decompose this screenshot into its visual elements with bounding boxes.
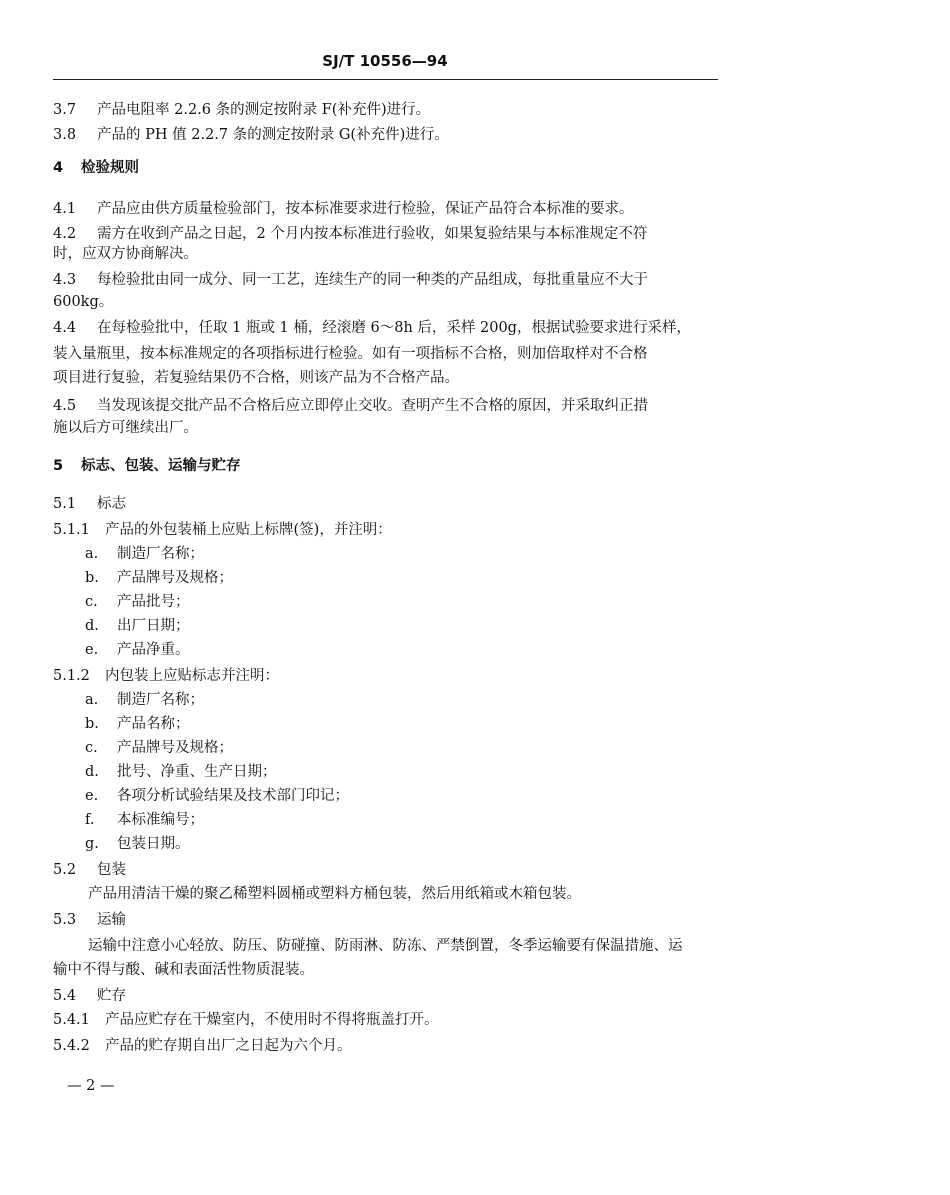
list-item (85, 592, 190, 612)
clause-number: 5.1 (53, 496, 77, 512)
clause-text: 时，应双方协商解决。 (53, 246, 198, 262)
list-item (85, 834, 190, 854)
clause-text: 装入量瓶里，按本标准规定的各项指标进行检验。如有一项指标不合格，则加倍取样对不合格 (53, 346, 648, 362)
text-line (53, 396, 648, 416)
text-line (53, 270, 648, 290)
text-line (53, 368, 459, 388)
clause-text: 产品的外包装桶上应贴上标牌(签)，并注明： (105, 522, 392, 538)
text-line (53, 1036, 352, 1056)
clause-number: e. (85, 642, 99, 658)
clause-text: 产品电阻率 2.2.6 条的测定按附录 F(补充件)进行。 (97, 102, 431, 118)
clause-number: 5.2 (53, 862, 77, 878)
text-line (53, 520, 392, 540)
clause-text: 需方在收到产品之日起，2 个月内按本标准进行验收，如果复验结果与本标准规定不符 (97, 226, 648, 242)
clause-text: 标志 (97, 496, 126, 512)
clause-text: 各项分析试验结果及技术部门印记； (117, 788, 349, 804)
clause-text: 在每检验批中，任取 1 瓶或 1 桶，经滚磨 6～8h 后，采样 200g，根据试验要求进行采样， (97, 320, 691, 336)
clause-text: 600kg。 (53, 294, 114, 310)
clause-text: 批号、净重、生产日期； (117, 764, 277, 780)
text-line (53, 960, 314, 980)
clause-number: c. (85, 740, 98, 756)
clause-text: 制造厂名称； (117, 692, 204, 708)
text-line (53, 100, 430, 120)
clause-text: 当发现该提交批产品不合格后应立即停止交收。查明产生不合格的原因，并采取纠正措 (97, 398, 648, 414)
clause-text: 贮存 (97, 988, 126, 1004)
clause-text: 产品的贮存期自出厂之日起为六个月。 (105, 1038, 352, 1054)
list-item (85, 690, 204, 710)
clause-number: e. (85, 788, 99, 804)
clause-text: 产品应贮存在干燥室内，不使用时不得将瓶盖打开。 (105, 1012, 439, 1028)
clause-text: 产品批号； (117, 594, 190, 610)
clause-number: 5.4.1 (53, 1012, 90, 1028)
clause-text: 本标准编号； (117, 812, 204, 828)
clause-number: 4.2 (53, 226, 77, 242)
clause-number: g. (85, 836, 99, 852)
clause-number: d. (85, 764, 99, 780)
clause-number: 4.4 (53, 320, 77, 336)
clause-number: 4 (53, 160, 64, 176)
list-item (85, 544, 204, 564)
clause-number: f. (85, 812, 95, 828)
clause-text: 产品应由供方质量检验部门，按本标准要求进行检验，保证产品符合本标准的要求。 (97, 201, 634, 217)
clause-number: a. (85, 546, 99, 562)
text-line (88, 884, 581, 904)
clause-text: 内包装上应贴标志并注明： (105, 668, 279, 684)
list-item (85, 640, 190, 660)
list-item (85, 568, 233, 588)
text-line (53, 986, 126, 1006)
clause-number: b. (85, 570, 99, 586)
clause-number: 5 (53, 458, 64, 474)
clause-text: 产品的 PH 值 2.2.7 条的测定按附录 G(补充件)进行。 (97, 127, 449, 143)
clause-text: 产品牌号及规格； (117, 570, 233, 586)
text-line (53, 494, 126, 514)
text-line (53, 318, 691, 338)
clause-text: 出厂日期； (117, 618, 190, 634)
clause-number: 5.4 (53, 988, 77, 1004)
clause-text: 标志、包装、运输与贮存 (81, 458, 241, 474)
text-line (53, 344, 648, 364)
text-line (53, 224, 647, 244)
clause-number: 5.1.2 (53, 668, 90, 684)
list-item (85, 738, 233, 758)
clause-number: 4.1 (53, 201, 77, 217)
list-item (85, 786, 349, 806)
text-line (88, 936, 683, 956)
clause-text: 运输中注意小心轻放、防压、防碰撞、防雨淋、防冻、严禁倒置，冬季运输要有保温措施、运 (88, 938, 683, 954)
clause-text: 输中不得与酸、碱和表面活性物质混装。 (53, 962, 314, 978)
text-line (53, 125, 449, 145)
clause-text: 产品牌号及规格； (117, 740, 233, 756)
section-heading (53, 158, 139, 178)
text-line (53, 244, 198, 264)
list-item (85, 810, 204, 830)
list-item (85, 762, 277, 782)
clause-number: a. (85, 692, 99, 708)
page-number: — 2 — (67, 1078, 115, 1094)
clause-text: 制造厂名称； (117, 546, 204, 562)
clause-number: b. (85, 716, 99, 732)
clause-number: c. (85, 594, 98, 610)
clause-text: 每检验批由同一成分、同一工艺，连续生产的同一种类的产品组成，每批重量应不大于 (97, 272, 648, 288)
list-item (85, 616, 190, 636)
standard-code-header: SJ/T 10556—94 (322, 52, 448, 70)
clause-number: 5.4.2 (53, 1038, 90, 1054)
text-line (53, 292, 113, 312)
text-line (53, 910, 126, 930)
clause-number: 5.3 (53, 912, 77, 928)
clause-text: 包装日期。 (117, 836, 190, 852)
clause-text: 运输 (97, 912, 126, 928)
text-line (53, 860, 126, 880)
clause-number: 3.7 (53, 102, 77, 118)
header-rule (53, 79, 718, 80)
text-line (53, 1010, 439, 1030)
text-line (53, 418, 198, 438)
clause-text: 施以后方可继续出厂。 (53, 420, 198, 436)
clause-number: 4.3 (53, 272, 77, 288)
section-heading (53, 456, 241, 476)
clause-text: 产品用清洁干燥的聚乙稀塑料圆桶或塑料方桶包装，然后用纸箱或木箱包装。 (88, 886, 581, 902)
clause-number: d. (85, 618, 99, 634)
clause-text: 产品净重。 (117, 642, 190, 658)
list-item (85, 714, 190, 734)
clause-text: 项目进行复验，若复验结果仍不合格，则该产品为不合格产品。 (53, 370, 459, 386)
text-line (53, 199, 634, 219)
clause-number: 3.8 (53, 127, 77, 143)
clause-text: 检验规则 (81, 160, 139, 176)
clause-number: 5.1.1 (53, 522, 90, 538)
text-line (53, 666, 279, 686)
clause-text: 产品名称； (117, 716, 190, 732)
clause-number: 4.5 (53, 398, 77, 414)
clause-text: 包装 (97, 862, 126, 878)
